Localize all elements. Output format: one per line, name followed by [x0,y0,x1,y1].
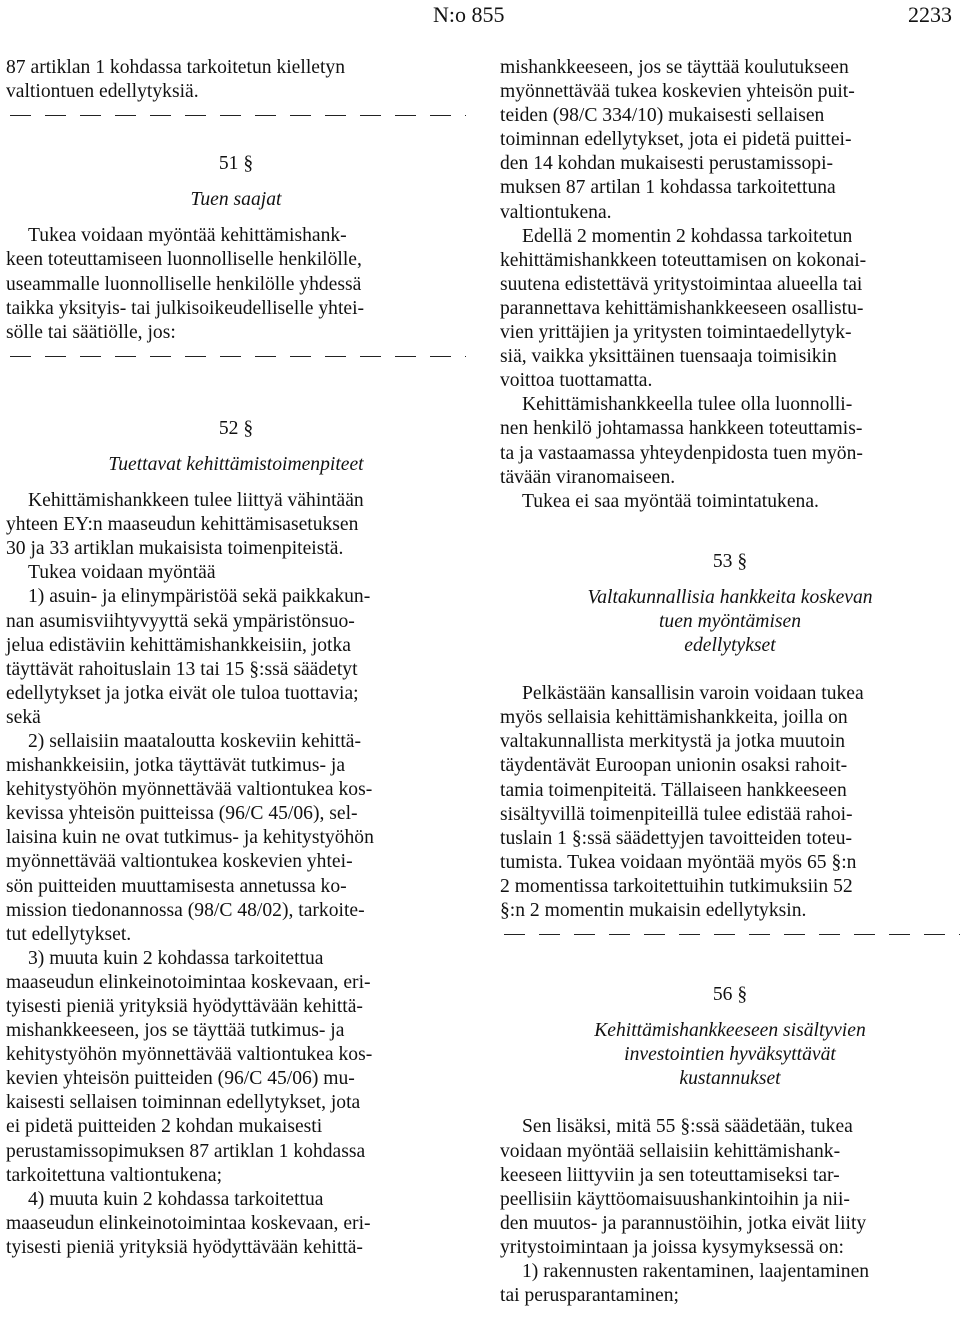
paragraph-line: kehitystyöhön myönnettävää valtiontukea kos- [6,1044,373,1066]
paragraph-line: sisältyvillä toimenpiteillä tulee edistää rahoi- [500,803,853,825]
paragraph-line: kevien yhteisön puitteiden (96/C 45/06) mu- [6,1068,355,1090]
paragraph-line: keeseen liittyviin ja sen toteuttamiseksi tar- [500,1164,840,1186]
paragraph-line: 1) rakennusten rakentaminen, laajentaminen [522,1261,870,1283]
paragraph-line: kehitystyöhön myönnettävää valtiontukea kos- [6,779,373,801]
paragraph-line: tävään viranomaiseen. [500,466,676,488]
paragraph-line: voidaan myöntää sellaisiin kehittämishank- [500,1140,841,1162]
section-number: 51 § [218,153,254,175]
paragraph-line: kehittämishankkeen toteuttamisen on kokonai- [500,249,867,271]
paragraph-line: jelua edistäviin kehittämishankkeisiin, jotka [6,634,351,656]
section-number: 56 § [712,984,748,1006]
paragraph-line: taikka yksityis- tai julkisoikeudelliselle yhtei- [6,297,365,319]
paragraph-line: sekä [6,706,41,728]
paragraph-line: tut edellytykset. [6,923,132,945]
section-title-line: kustannukset [679,1068,781,1090]
paragraph-line: maaseudun elinkeinotoimintaa koskevaan, eri- [6,971,371,993]
paragraph-line: 2 momentissa tarkoitettuihin tutkimuksiin 52 [500,875,853,897]
paragraph-line: useammalle luonnolliselle henkilölle yhdessä [6,273,362,295]
section-title-line: Valtakunnallisia hankkeita koskevan [587,586,873,608]
paragraph-line: yritystoimintaan ja joissa kysymyksessä on: [500,1236,844,1258]
section-title-line: edellytykset [684,635,776,657]
paragraph-line: mishankkeeseen, jos se täyttää koulutukseen [500,57,849,78]
paragraph-line: den muutos- ja parannustöihin, jotka eivät liity [500,1212,867,1234]
paragraph-line: Kehittämishankkeella tulee olla luonnolli- [522,394,853,416]
statute-number: N:o 855 [433,2,505,27]
paragraph-line: nen henkilö johtamassa hankkeen toteuttamis- [500,418,863,440]
paragraph-line: tai perusparantaminen; [500,1285,679,1307]
paragraph-line: tyisesti pieniä yrityksiä hyödyttävään kehittä- [6,996,363,1017]
section-title-line: tuen myöntämisen [658,610,802,632]
left-column [6,56,466,1260]
paragraph-line: mishankkeisiin, jotka täyttävät tutkimus- ja [6,755,346,777]
paragraph-line: nan asumisviihtyvyyttä sekä ympäristönsuo- [6,610,355,632]
paragraph-line: Edellä 2 momentin 2 kohdassa tarkoitetun [522,225,853,247]
paragraph-line: ei pidetä puitteiden 2 kohdan mukaisesti [6,1116,323,1138]
paragraph-line: kaisesti sellaisen toiminnan edellytykset, jota [6,1092,361,1114]
paragraph-line: suutena edistettävä yritystoimintaa alueella tai [500,273,863,295]
paragraph-line: Tukea voidaan myöntää [28,562,216,584]
paragraph-line: §:n 2 momentin mukaisin edellytyksin. [500,900,807,921]
text-line: 87 artiklan 1 kohdassa tarkoitetun kielletyn [6,57,345,78]
paragraph-line: keen toteuttamiseen luonnolliselle henkilölle, [6,249,362,271]
page-number: 2233 [908,2,952,27]
section-divider [6,345,466,369]
paragraph-line: yhteen EY:n maaseudun kehittämisasetuksen [6,514,359,536]
text-line: valtiontuen edellytyksiä. [6,81,199,103]
paragraph-line: 3) muuta kuin 2 kohdassa tarkoitettua [28,947,324,969]
right-column [500,56,960,1308]
section-title-line: investointien hyväksyttävät [624,1044,836,1066]
paragraph-line: myös sellaisia kehittämishankkeita, joilla on [500,707,848,729]
paragraph-line: perustamissopimuksen 87 artiklan 1 kohdassa [6,1140,366,1162]
paragraph-line: valtiontukena. [500,201,612,223]
section-number: 53 § [712,550,748,572]
paragraph-line: toiminnan edellytykset, jota ei pidetä puittei- [500,129,852,151]
paragraph-line: tarkoitettuna valtiontukena; [6,1164,223,1186]
paragraph-line: parannettava kehittämishankkeeseen osallistu- [500,297,864,319]
section-divider [6,104,466,128]
paragraph-line: myönnettävää tukea koskevien yhteisön puit- [500,81,855,103]
paragraph-line: 4) muuta kuin 2 kohdassa tarkoitettua [28,1188,324,1210]
paragraph-line: 30 ja 33 artiklan mukaisista toimenpiteistä. [6,538,344,560]
paragraph-line: edellytykset ja jotka eivät ole tuloa tuottavia; [6,682,359,704]
paragraph-line: mission tiedonannossa (98/C 48/02), tarkoite- [6,899,365,921]
paragraph-line: vien yrittäjien ja yritysten toimintaedellytyk- [500,322,852,344]
paragraph-line: maaseudun elinkeinotoimintaa koskevaan, eri- [6,1212,371,1234]
paragraph-line: sön puitteiden muuttamisesta annetussa ko- [6,875,347,897]
section-title: Tuettavat kehittämistoimenpiteet [108,453,364,475]
paragraph-line: teiden (98/C 334/10) mukaisesti sellaisen [500,105,825,127]
paragraph-line: Tukea voidaan myöntää kehittämishank- [28,225,347,247]
paragraph-line: tamia toimenpiteitä. Tällaiseen hankkeeseen [500,779,847,801]
paragraph-line: Tukea ei saa myöntää toimintatukena. [522,490,819,512]
paragraph-line: myönnettävää valtiontukea koskevien yhtei- [6,851,353,873]
section-title-line: Kehittämishankkeeseen sisältyvien [594,1020,866,1042]
paragraph-line: ta ja vastaamassa yhteydenpidosta tuen myön- [500,442,863,464]
paragraph-line: den 14 kohdan mukaisesti perustamissopi- [500,153,834,175]
page-header [0,2,960,28]
paragraph-line: täyttävät rahoituslain 13 tai 15 §:ssä säädetyt [6,658,358,680]
paragraph-line: Pelkästään kansallisin varoin voidaan tukea [522,683,864,705]
section-title: Tuen saajat [190,189,282,211]
paragraph-line: peellisiin käyttöomaisuushankintoihin ja nii- [500,1188,850,1210]
paragraph-line: muksen 87 artilan 1 kohdassa tarkoitettuna [500,177,836,199]
paragraph-line: Kehittämishankkeen tulee liittyä vähintään [28,490,364,512]
section-number: 52 § [218,417,254,439]
paragraph-line: tyisesti pieniä yrityksiä hyödyttävään kehittä- [6,1236,363,1258]
paragraph-line: kevissa yhteisön puitteissa (96/C 45/06), sel- [6,803,358,825]
paragraph-line: voittoa tuottamatta. [500,370,653,392]
paragraph-line: Sen lisäksi, mitä 55 §:ssä säädetään, tukea [522,1116,853,1138]
paragraph-line: mishankkeeseen, jos se täyttää tutkimus- ja [6,1020,345,1042]
paragraph-line: 2) sellaisiin maataloutta koskeviin kehittä- [28,730,362,752]
section-divider [500,923,960,947]
paragraph-line: täydentävät Euroopan unionin osaksi rahoit- [500,755,848,777]
paragraph-line: siä, vaikka yksittäinen tuensaaja toimisikin [500,346,837,368]
paragraph-line: 1) asuin- ja elinympäristöä sekä paikkakun- [28,586,371,608]
paragraph-line: laisina kuin ne ovat tutkimus- ja kehitystyöhön [6,827,374,849]
paragraph-line: sölle tai säätiölle, jos: [6,321,176,343]
paragraph-line: valtakunnallista merkitystä ja jotka muutoin [500,731,845,753]
paragraph-line: tumista. Tukea voidaan myöntää myös 65 §:n [500,851,857,873]
paragraph-line: tuslain 1 §:ssä säädettyjen tavoitteiden toteu- [500,827,853,849]
